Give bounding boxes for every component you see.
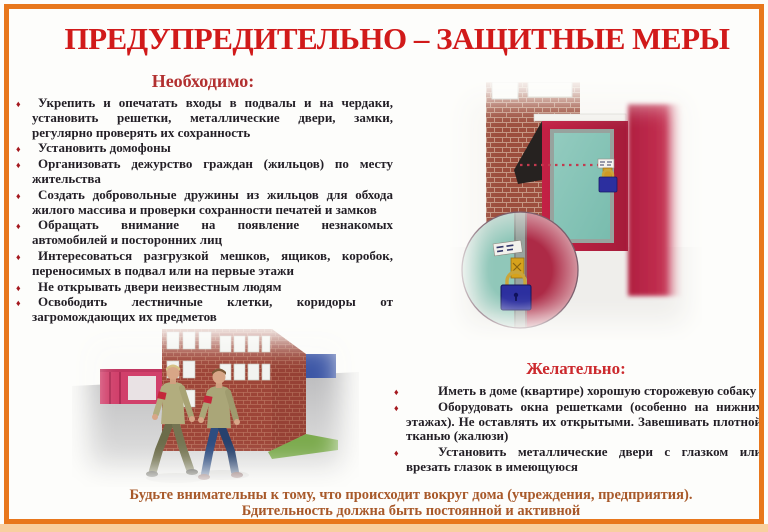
desirable-section — [390, 359, 762, 476]
necessary-heading: Необходимо: — [151, 71, 255, 91]
list-item — [13, 218, 393, 248]
list-item — [390, 384, 762, 399]
list-item — [13, 280, 393, 295]
sealed-door-photo — [450, 82, 702, 340]
necessary-list — [13, 96, 393, 325]
list-item-text: Организовать дежурство граждан (жильцов) по месту жительства — [32, 156, 393, 186]
list-item-text: Оборудовать окна решетками (особенно на нижних этажах). Не оставлять их открытыми. Завешивать плотной тканью (жалюзи) — [406, 398, 762, 444]
list-item — [390, 400, 762, 444]
bottom-accent-strip — [0, 524, 768, 532]
diamond-bullet-icon: ♦ — [16, 190, 21, 201]
footer-warning — [54, 487, 768, 519]
list-item-text: Освободить лестничные клетки, коридоры от загромождающих их предметов — [32, 294, 393, 325]
desirable-heading: Желательно: — [526, 359, 626, 378]
list-item-text: Укрепить и опечатать входы в подвалы и на чердаки, установить решетки, металлические двери, замки, регулярно проверять их сохранность — [32, 95, 393, 140]
window — [528, 82, 572, 97]
diamond-bullet-icon: ♦ — [16, 160, 21, 171]
diamond-bullet-icon: ♦ — [394, 402, 399, 413]
patrol-photo — [72, 324, 359, 487]
diamond-bullet-icon: ♦ — [16, 99, 21, 109]
necessary-section — [13, 71, 393, 326]
diamond-bullet-icon: ♦ — [16, 282, 21, 293]
diamond-bullet-icon: ♦ — [394, 448, 399, 459]
sealed-door-illustration — [450, 82, 702, 340]
list-item — [13, 295, 393, 325]
red-wall-column — [628, 104, 682, 296]
list-item — [13, 141, 393, 156]
diamond-bullet-icon: ♦ — [394, 387, 399, 397]
diamond-bullet-icon: ♦ — [16, 298, 21, 309]
list-item-text: Создать добровольные дружины из жильцов для обхода жилого массива и проверки сохранности печатей и замков — [32, 186, 393, 217]
diamond-bullet-icon: ♦ — [16, 144, 21, 155]
footer-line-2: Бдительность должна быть постоянной и активной — [241, 503, 581, 519]
list-item-text: Обращать внимание на появление незнакомых автомобилей и посторонних лиц — [32, 217, 393, 248]
list-item — [13, 157, 393, 187]
list-item-text: Интересоваться разгрузкой мешков, ящиков, коробок, переносимых в подвал или на первые этажи — [32, 247, 393, 278]
window — [492, 82, 518, 99]
diamond-bullet-icon: ♦ — [16, 251, 21, 262]
list-item-text: Иметь в доме (квартире) хорошую сторожевую собаку — [438, 383, 757, 398]
desirable-list — [390, 384, 762, 475]
magnifier-circle-icon — [462, 212, 578, 328]
list-item-text: Не открывать двери неизвестным людям — [38, 278, 282, 294]
list-item — [13, 96, 393, 140]
lintel — [534, 114, 626, 121]
footer-line-1: Будьте внимательны к тому, что происходит вокруг дома (учреждения, предприятия). — [129, 487, 693, 503]
list-item — [390, 445, 762, 475]
page-title: ПРЕДУПРЕДИТЕЛЬНО – ЗАЩИТНЫЕ МЕРЫ — [64, 21, 730, 56]
list-item-text: Установить металлические двери с глазком или врезать глазок в имеющуюся — [406, 444, 762, 474]
diamond-bullet-icon: ♦ — [16, 221, 21, 232]
list-item-text: Установить домофоны — [38, 140, 171, 156]
list-item — [13, 249, 393, 279]
list-item — [13, 188, 393, 218]
patrol-illustration — [72, 324, 359, 487]
seal-tag-icon — [598, 159, 614, 168]
